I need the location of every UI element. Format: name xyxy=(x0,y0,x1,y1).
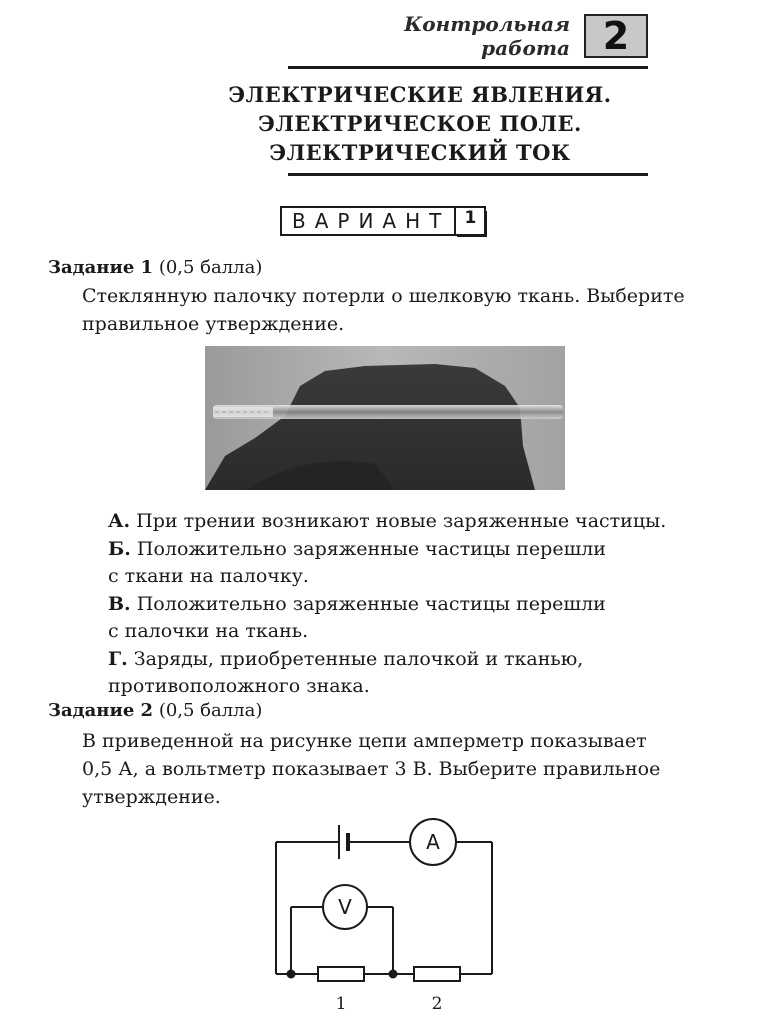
option-text: Заряды, приобретенные палочкой и тканью, xyxy=(133,648,584,670)
task1-option-a[interactable] xyxy=(108,508,728,535)
task1-text-line1: Стеклянную палочку потерли о шелковую ткань. Выберите xyxy=(82,285,685,307)
option-letter: Г. xyxy=(108,648,128,670)
task2-text xyxy=(82,727,722,811)
voltmeter-label: V xyxy=(338,895,352,919)
task1-heading xyxy=(48,256,262,280)
work-number-badge: 2 xyxy=(584,14,648,58)
variant-label: ВАРИАНТ xyxy=(292,209,451,233)
option-letter: А. xyxy=(108,510,131,532)
resistor-2-icon xyxy=(414,967,460,981)
task1-text xyxy=(82,282,722,338)
bottom-divider xyxy=(288,173,648,176)
task2-text-line2: 0,5 А, а вольтметр показывает 3 В. Выберите правильное xyxy=(82,758,661,780)
task1-option-v[interactable] xyxy=(108,591,728,645)
ammeter-label: A xyxy=(426,830,440,854)
task2-text-line1: В приведенной на рисунке цепи амперметр показывает xyxy=(82,730,647,752)
option-text: Положительно заряженные частицы перешли xyxy=(136,593,606,615)
resistor-1-icon xyxy=(318,967,364,981)
resistor-1-label: 1 xyxy=(335,994,347,1014)
task2-points: (0,5 балла) xyxy=(158,700,263,721)
top-divider xyxy=(288,66,648,69)
option-text-continued: с ткани на палочку. xyxy=(108,565,309,587)
option-text-continued: с палочки на ткань. xyxy=(108,620,309,642)
section-title xyxy=(190,80,650,167)
option-letter: В. xyxy=(108,593,131,615)
section-title-line2: ЭЛЕКТРИЧЕСКОЕ ПОЛЕ. xyxy=(258,111,582,136)
task1-option-b[interactable] xyxy=(108,536,728,590)
task2-text-line3: утверждение. xyxy=(82,786,221,808)
task1-option-g[interactable] xyxy=(108,646,728,700)
circuit-diagram xyxy=(262,815,502,1019)
option-letter: Б. xyxy=(108,538,131,560)
task2-heading xyxy=(48,699,262,723)
task2-title: Задание 2 xyxy=(48,700,154,721)
variant-box xyxy=(280,206,486,236)
task1-text-line2: правильное утверждение. xyxy=(82,313,345,335)
work-title xyxy=(380,12,570,60)
junction-right-icon xyxy=(389,970,398,979)
option-text-continued: противоположного знака. xyxy=(108,675,370,697)
variant-number: 1 xyxy=(454,208,484,234)
resistor-2-label: 2 xyxy=(431,994,443,1014)
option-text: Положительно заряженные частицы перешли xyxy=(136,538,606,560)
glass-rod-photo xyxy=(205,346,565,490)
task1-title: Задание 1 xyxy=(48,257,154,278)
option-text: При трении возникают новые заряженные частицы. xyxy=(136,510,667,532)
section-title-line3: ЭЛЕКТРИЧЕСКИЙ ТОК xyxy=(269,140,571,165)
task1-points: (0,5 балла) xyxy=(158,257,263,278)
section-title-line1: ЭЛЕКТРИЧЕСКИЕ ЯВЛЕНИЯ. xyxy=(228,82,612,107)
work-title-line2: работа xyxy=(481,36,570,60)
work-title-line1: Контрольная xyxy=(404,12,570,36)
junction-left-icon xyxy=(287,970,296,979)
